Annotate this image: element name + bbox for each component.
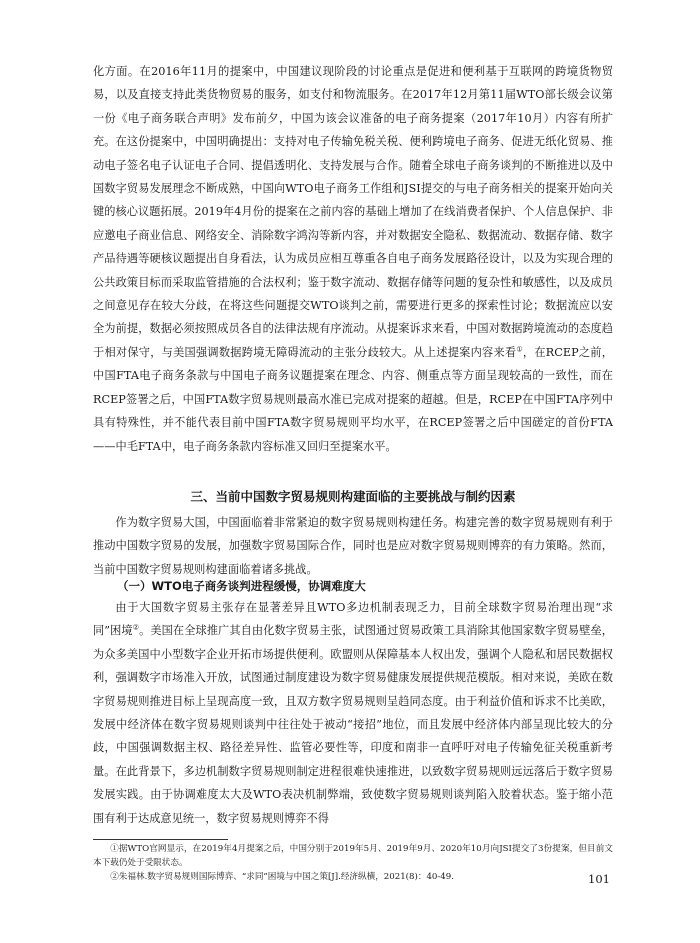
body-paragraph-top	[93, 60, 613, 458]
section-heading: 三、当前中国数字贸易规则构建面临的主要挑战与制约因素	[190, 489, 516, 504]
footnote-1: ①据WTO官网显示，在2019年4月提案之后，中国分别于2019年5月、2019年9月、2020年10月向JSI提交了3份提案，但目前文本下载仍处于受限状态。	[93, 844, 613, 868]
subsection-heading: （一）WTO电子商务谈判进程缓慢，协调难度大	[117, 579, 366, 593]
paragraph-text: 。美国在全球推广其自由化数字贸易主张，试图通过贸易政策工具消除其他国家数字贸易壁垒，为众多美国中小型数字企业开拓市场提供便利。欧盟则从保障基本人权出发，强调个人隐私和居民数据权利，强调数字市场准入开放，试图通过制度建设为数字贸易健康发展提供规范模版。相对来说，美欧在数字贸易规则推进目标上呈现高度一致，且双方数字贸易规则呈趋同态度。由于利益价值和诉求不比美欧，发展中经济体在数字贸易规则谈判中往往处于被动“接招”地位，而且发展中经济体内部呈现比较大的分歧，中国强调数据主权、路径差异性、监管必要性等，印度和南非一直呼吁对电子传输免征关税重新考量。在此背景下，多边机制数字贸易规则制定进程很难快速推进，以致数字贸易规则远远落后于数字贸易发展实践。由于协调难度太大及WTO表决机制弊端，致使数字贸易规则谈判陷入胶着状态。鉴于缩小范围有利于达成意见统一，数字贸易规则博弈不得	[93, 624, 614, 825]
page-number: 101	[588, 872, 610, 886]
footnote-marker-1: ①	[516, 345, 523, 354]
body-paragraph-second	[93, 596, 613, 830]
body-paragraph-intro	[93, 511, 613, 581]
paragraph-text: 作为数字贸易大国，中国面临着非常紧迫的数字贸易规则构建任务。构建完善的数字贸易规则有利于推动中国数字贸易的发展，加强数字贸易国际合作，同时也是应对数字贸易规则博弈的有力策略。然而，当前中国数字贸易规则构建面临着诸多挑战。	[93, 516, 613, 576]
paragraph-text: 化方面。在2016年11月的提案中，中国建议现阶段的讨论重点是促进和便利基于互联网的跨境货物贸易，以及直接支持此类货物贸易的服务，如支付和物流服务。在2017年12月第11届WTO部长级会议第一份《电子商务联合声明》发布前夕，中国为该会议准备的电子商务提案（2017年10月）内容有所扩充。在这份提案中，中国明确提出：支持对电子传输免税关税、便利跨境电子商务、促进无纸化贸易、推动电子签名电子认证电子合同、提倡透明化、支持发展与合作。随着全球电子商务谈判的不断推进以及中国数字贸易发展理念不断成熟，中国向WTO电子商务工作组和JSI提交的与电子商务相关的提案开始向关键的核心议题拓展。2019年4月份的提案在之前内容的基础上增加了在线消费者保护、个人信息保护、非应邀电子商业信息、网络安全、消除数字鸿沟等新内容，并对数据安全隐私、数据流动、数据存储、数字产品待遇等硬核议题提出自身看法，认为成员应相互尊重各自电子商务发展路径设计，以及为实现合理的公共政策目标而采取监管措施的合法权利；鉴于数字流动、数据存储等问题的复杂性和敏感性，以及成员之间意见存在较大分歧，在将这些问题提交WTO谈判之前，需要进行更多的探索性讨论；数据流应以安全为前提，数据必须按照成员各自的法律法规有序流动。从提案诉求来看，中国对数据跨境流动的态度趋于相对保守，与美国强调数据跨境无障碍流动的主张分歧较大。从上述提案内容来看	[93, 65, 613, 359]
footnotes	[93, 842, 613, 884]
paragraph-text: 由于大国数字贸易主张存在显著差异且WTO多边机制表现乏力，目前全球数字贸易治理出现“求同”困境	[93, 601, 613, 638]
footnote-2: ②朱福林.数字贸易规则国际博弈、“求同”困境与中国之策[J].经济纵横，2021(8)：40-49.	[110, 872, 454, 882]
footnote-marker-2: ②	[132, 623, 140, 632]
paragraph-text: ，在RCEP之前，中国FTA电子商务条款与中国电子商务议题提案在理念、内容、侧重点等方面呈现较高的一致性，而在RCEP签署之后，中国FTA数字贸易规则最高水准已完成对提案的超越。但是，RCEP在中国FTA序列中具有特殊性，并不能代表目前中国FTA数字贸易规则平均水平，在RCEP签署之后中国磋定的首份FTA——中毛FTA中，电子商务条款内容标准又回归至提案水平。	[93, 345, 613, 453]
footnote-divider	[93, 839, 228, 840]
